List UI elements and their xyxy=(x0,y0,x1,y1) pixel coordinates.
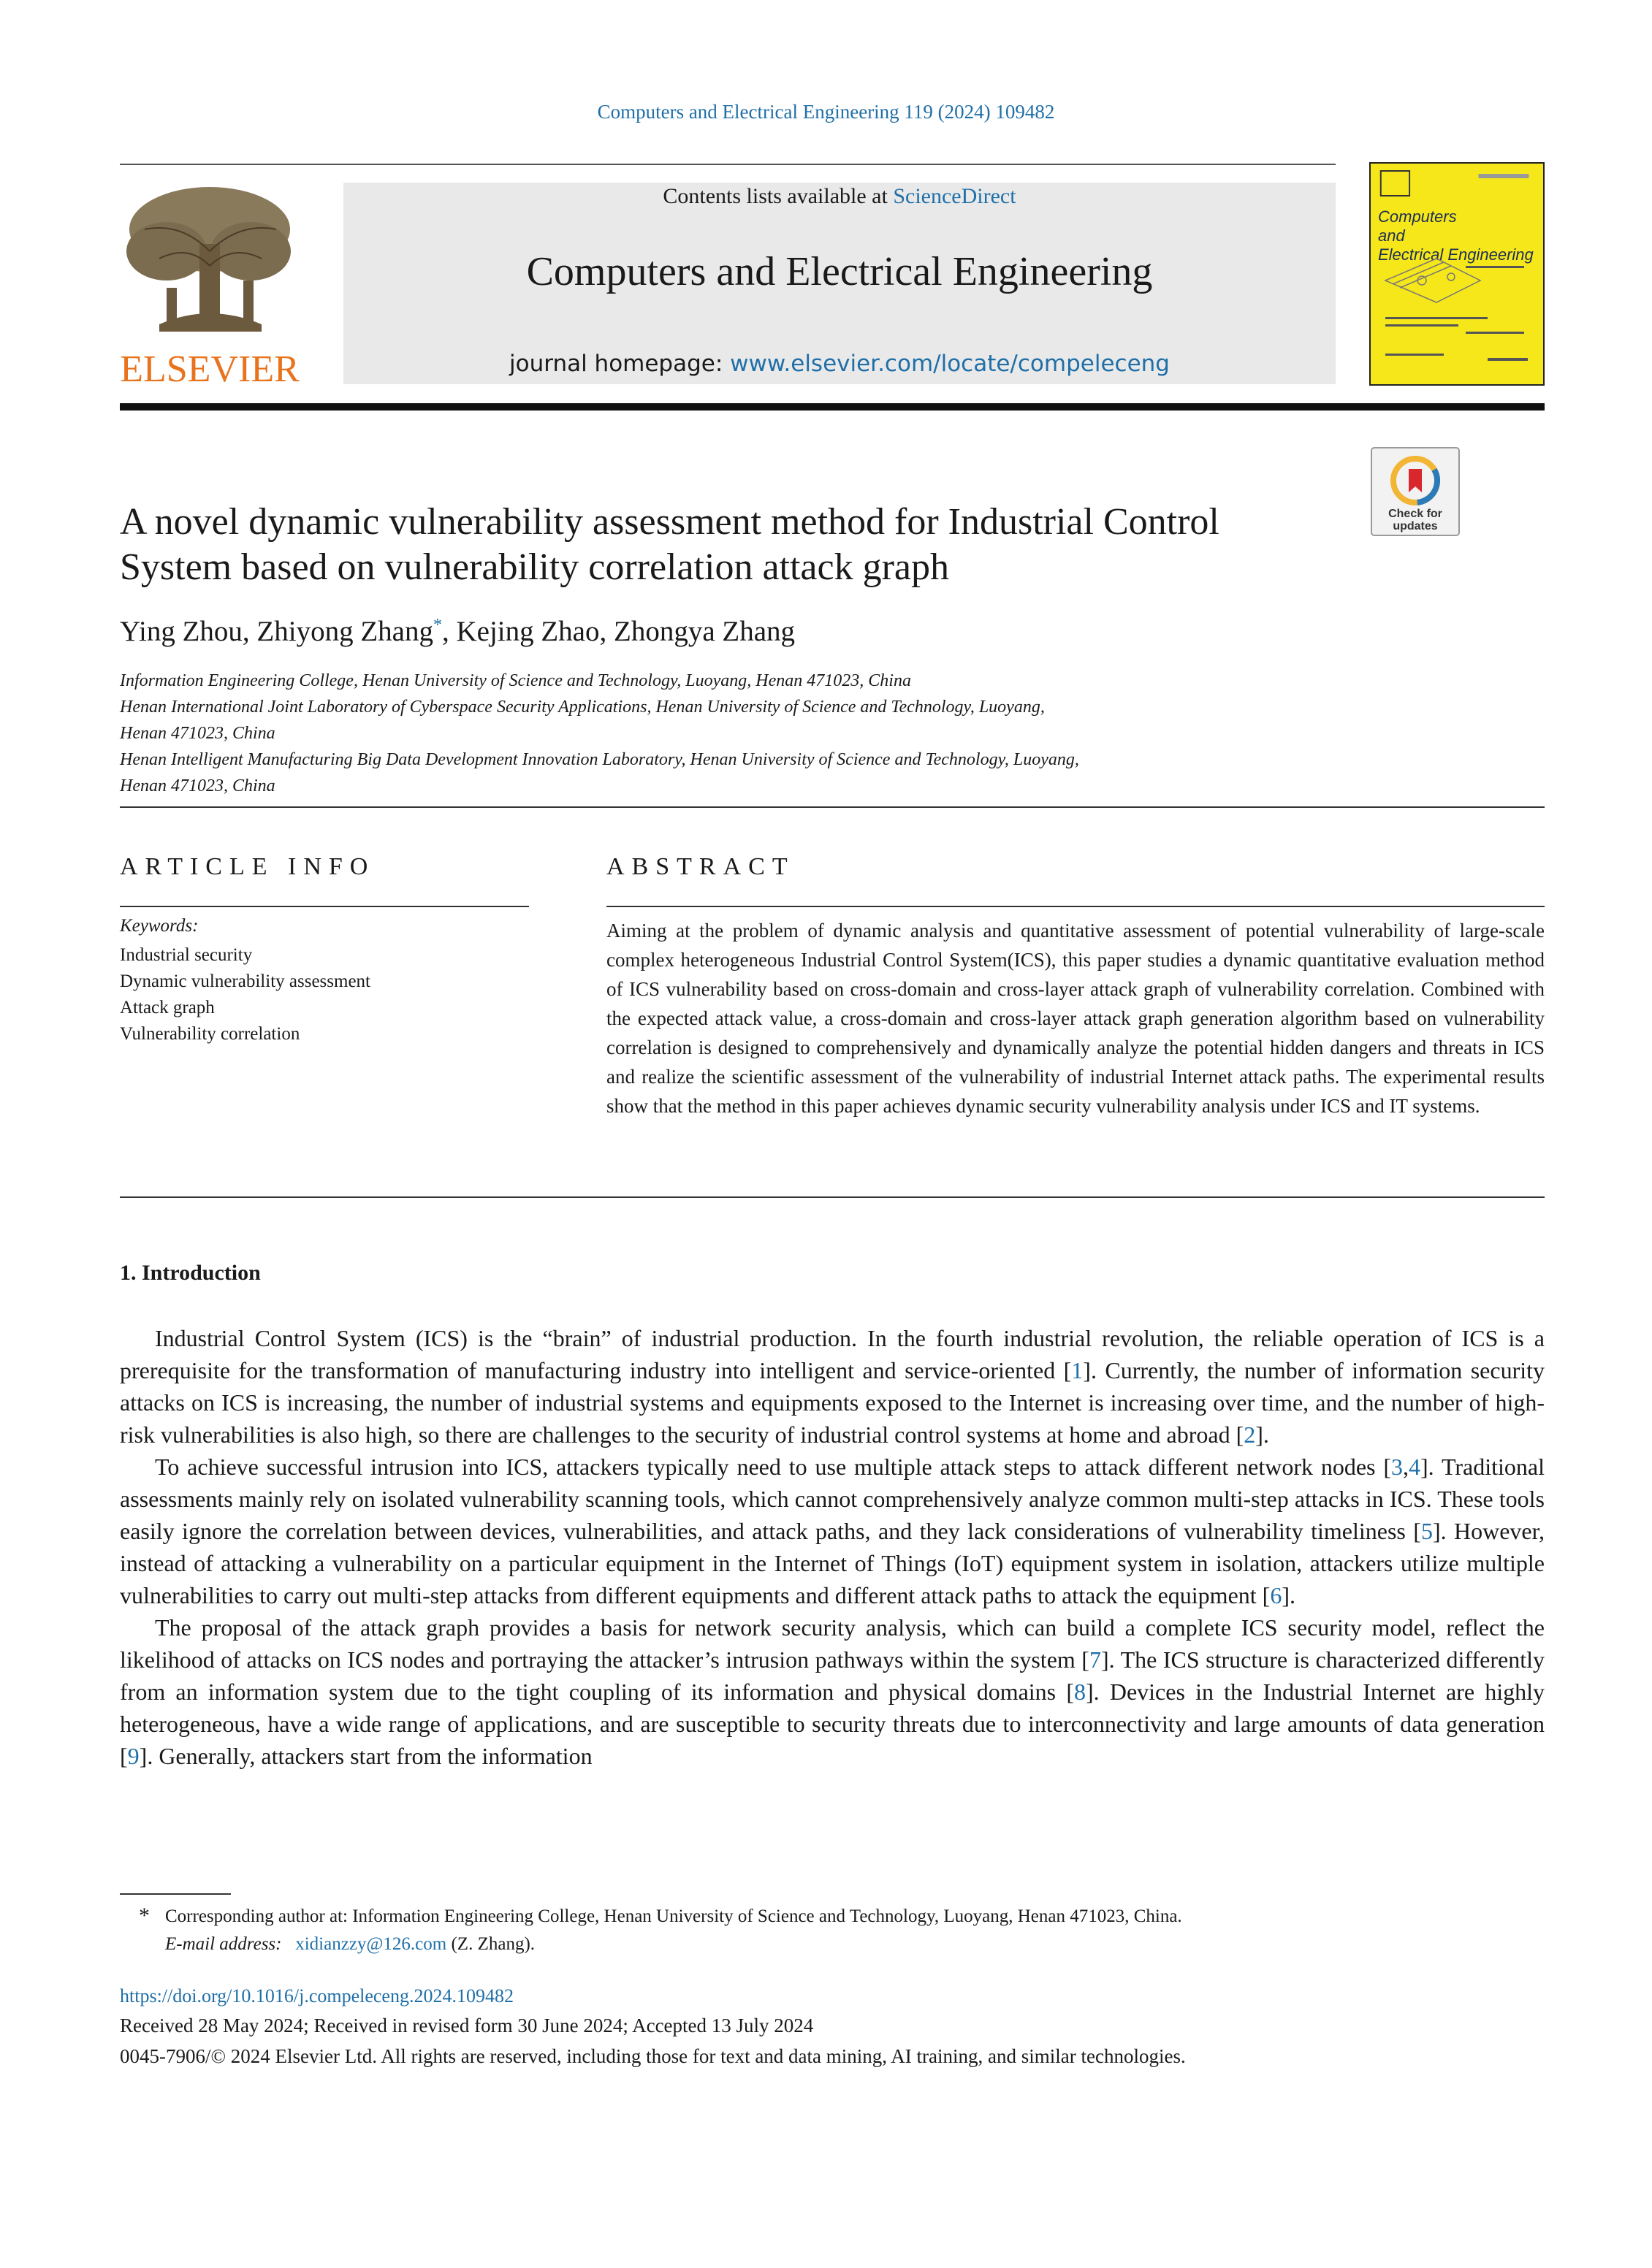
received-dates: Received 28 May 2024; Received in revised form 30 June 2024; Accepted 13 July 2024 xyxy=(120,2015,814,2036)
abstract-rule xyxy=(606,906,1545,907)
check-for-updates-badge[interactable] xyxy=(1371,447,1460,536)
authors-rest: , Kejing Zhao, Zhongya Zhang xyxy=(441,616,796,647)
corresponding-author-mark[interactable]: * xyxy=(433,616,442,635)
copyright-line: 0045-7906/© 2024 Elsevier Ltd. All rights are reserved, including those for text and data mining, AI training, and similar technologies. xyxy=(120,2045,1186,2067)
paragraph: Industrial Control System (ICS) is the “brain” of industrial production. In the fourth industrial revolution, the reliable operation of ICS is a prerequisite for the transformation of manufacturing industry into intelligent and service-oriented [1]. Currently, the number of information security attacks on ICS is increasing, the number of industrial systems and equipments exposed to the Internet is increasing over time, and the number of high-risk vulnerabilities is also high, so there are challenges to the security of industrial control systems at home and abroad [2]. xyxy=(120,1325,1545,1448)
author-list xyxy=(120,615,795,648)
masthead-bottom-rule xyxy=(120,403,1545,411)
affiliation-3: Henan Intelligent Manufacturing Big Data Development Innovation Laboratory, Henan University of Science and Technology, Luoyang, Henan 471023, China xyxy=(120,750,1079,795)
elsevier-logo xyxy=(115,178,304,390)
footnote-mark: * xyxy=(139,1904,150,1928)
introduction-body xyxy=(120,1322,1545,1772)
email-label: E-mail address: xyxy=(165,1934,282,1954)
email-suffix: (Z. Zhang). xyxy=(446,1934,536,1954)
email-line xyxy=(165,1934,535,1955)
homepage-line xyxy=(343,351,1336,377)
journal-cover[interactable] xyxy=(1369,162,1545,386)
footnote-rule xyxy=(120,1893,231,1895)
title-divider xyxy=(120,806,1545,808)
keyword-item: Vulnerability correlation xyxy=(120,1024,300,1044)
badge-line-2: updates xyxy=(1393,520,1438,532)
doi-link[interactable]: https://doi.org/10.1016/j.compeleceng.2024.109482 xyxy=(120,1985,514,2007)
keywords-list xyxy=(120,942,370,1047)
masthead-top-rule xyxy=(120,164,1336,165)
section-heading-introduction: 1. Introduction xyxy=(120,1261,261,1285)
citation-link[interactable]: 7 xyxy=(1089,1646,1101,1673)
citation-link[interactable]: 1 xyxy=(1071,1357,1084,1383)
affiliations xyxy=(120,668,1084,799)
article-info-heading: ARTICLE INFO xyxy=(120,853,376,880)
check-for-updates-icon xyxy=(1371,447,1460,536)
cover-title-word-1: Computers xyxy=(1378,207,1457,226)
homepage-prefix: journal homepage: xyxy=(509,351,731,377)
citation-link[interactable]: 5 xyxy=(1420,1518,1433,1544)
cover-title-word-and: and xyxy=(1378,226,1405,245)
contents-line xyxy=(343,184,1336,209)
keywords-label: Keywords: xyxy=(120,916,199,936)
corresponding-author-note: Corresponding author at: Information Engineering College, Henan University of Science and Technology, Luoyang, Henan 471023, China. xyxy=(165,1906,1182,1926)
contents-prefix: Contents lists available at xyxy=(663,184,894,208)
homepage-link[interactable]: www.elsevier.com/locate/compeleceng xyxy=(730,351,1170,377)
citation-link[interactable]: 9 xyxy=(127,1743,140,1769)
cover-title-line-2: Electrical Engineering xyxy=(1378,245,1534,264)
article-info-rule xyxy=(120,906,529,907)
citation-link[interactable]: 6 xyxy=(1270,1582,1282,1608)
keyword-item: Industrial security xyxy=(120,945,253,965)
journal-reference-link[interactable]: Computers and Electrical Engineering 119 (2024) 109482 xyxy=(597,101,1055,123)
abstract-heading: ABSTRACT xyxy=(606,853,795,880)
elsevier-tree-icon xyxy=(115,178,304,390)
citation-link[interactable]: 3 xyxy=(1391,1454,1404,1480)
cover-circuit-icon xyxy=(1378,251,1539,368)
cover-header-icon xyxy=(1371,164,1543,203)
email-link[interactable]: xidianzzy@126.com xyxy=(295,1934,447,1954)
citation-link[interactable]: 8 xyxy=(1073,1679,1086,1705)
badge-line-1: Check for xyxy=(1388,508,1442,520)
citation-link[interactable]: 4 xyxy=(1409,1454,1421,1480)
journal-title: Computers and Electrical Engineering xyxy=(526,249,1153,294)
affiliation-2: Henan International Joint Laboratory of Cyberspace Security Applications, Henan University of Science and Technology, Luoyang, Henan 471023, China xyxy=(120,698,1045,743)
paragraph: The proposal of the attack graph provides a basis for network security analysis, which can build a complete ICS security model, reflect the likelihood of attacks on ICS nodes and portraying the attacker’s intrusion pathways within the system [7]. The ICS structure is characterized differently from an information system due to the tight coupling of its information and physical domains [8]. Devices in the Industrial Internet are highly heterogeneous, have a wide range of applications, and are susceptible to security threats due to interconnectivity and large amounts of data generation [9]. Generally, attackers start from the information xyxy=(120,1614,1545,1769)
keyword-item: Dynamic vulnerability assessment xyxy=(120,971,370,991)
abstract-divider xyxy=(120,1196,1545,1198)
publisher-wordmark: ELSEVIER xyxy=(120,348,300,390)
abstract-text: Aiming at the problem of dynamic analysis and quantitative assessment of potential vulnerability of large-scale complex heterogeneous Industrial Control System(ICS), this paper studies a dynamic quantitative evaluation method of ICS vulnerability based on cross-domain and cross-layer attack graph of vulnerability correlation. Combined with the expected attack value, a cross-domain and cross-layer attack graph generation algorithm based on vulnerability correlation is designed to comprehensively and dynamically analyze the potential hidden dangers and threats in ICS and realize the scientific assessment of the vulnerability of industrial Internet attack paths. The experimental results show that the method in this paper achieves dynamic security vulnerability analysis under ICS and IT systems. xyxy=(606,920,1545,1117)
sciencedirect-link[interactable]: ScienceDirect xyxy=(893,184,1016,208)
citation-link[interactable]: 2 xyxy=(1244,1421,1256,1448)
article-title: A novel dynamic vulnerability assessment method for Industrial Control System based on vulnerability correlation attack graph xyxy=(120,501,1219,588)
affiliation-1: Information Engineering College, Henan University of Science and Technology, Luoyang, Henan 471023, China xyxy=(120,671,911,690)
authors-first: Ying Zhou, Zhiyong Zhang xyxy=(120,616,433,647)
paragraph: To achieve successful intrusion into ICS, attackers typically need to use multiple attack steps to attack different network nodes [3,4]. Traditional assessments mainly rely on isolated vulnerability scanning tools, which cannot comprehensively analyze common multi-step attacks in ICS. These tools easily ignore the correlation between devices, vulnerabilities, and attack paths, and they lack considerations of vulnerability timeliness [5]. However, instead of attacking a vulnerability on a particular equipment in the Internet of Things (IoT) equipment system in isolation, attackers utilize multiple vulnerabilities to carry out multi-step attacks from different equipments and different attack paths to attack the equipment [6]. xyxy=(120,1454,1545,1608)
keyword-item: Attack graph xyxy=(120,998,215,1017)
